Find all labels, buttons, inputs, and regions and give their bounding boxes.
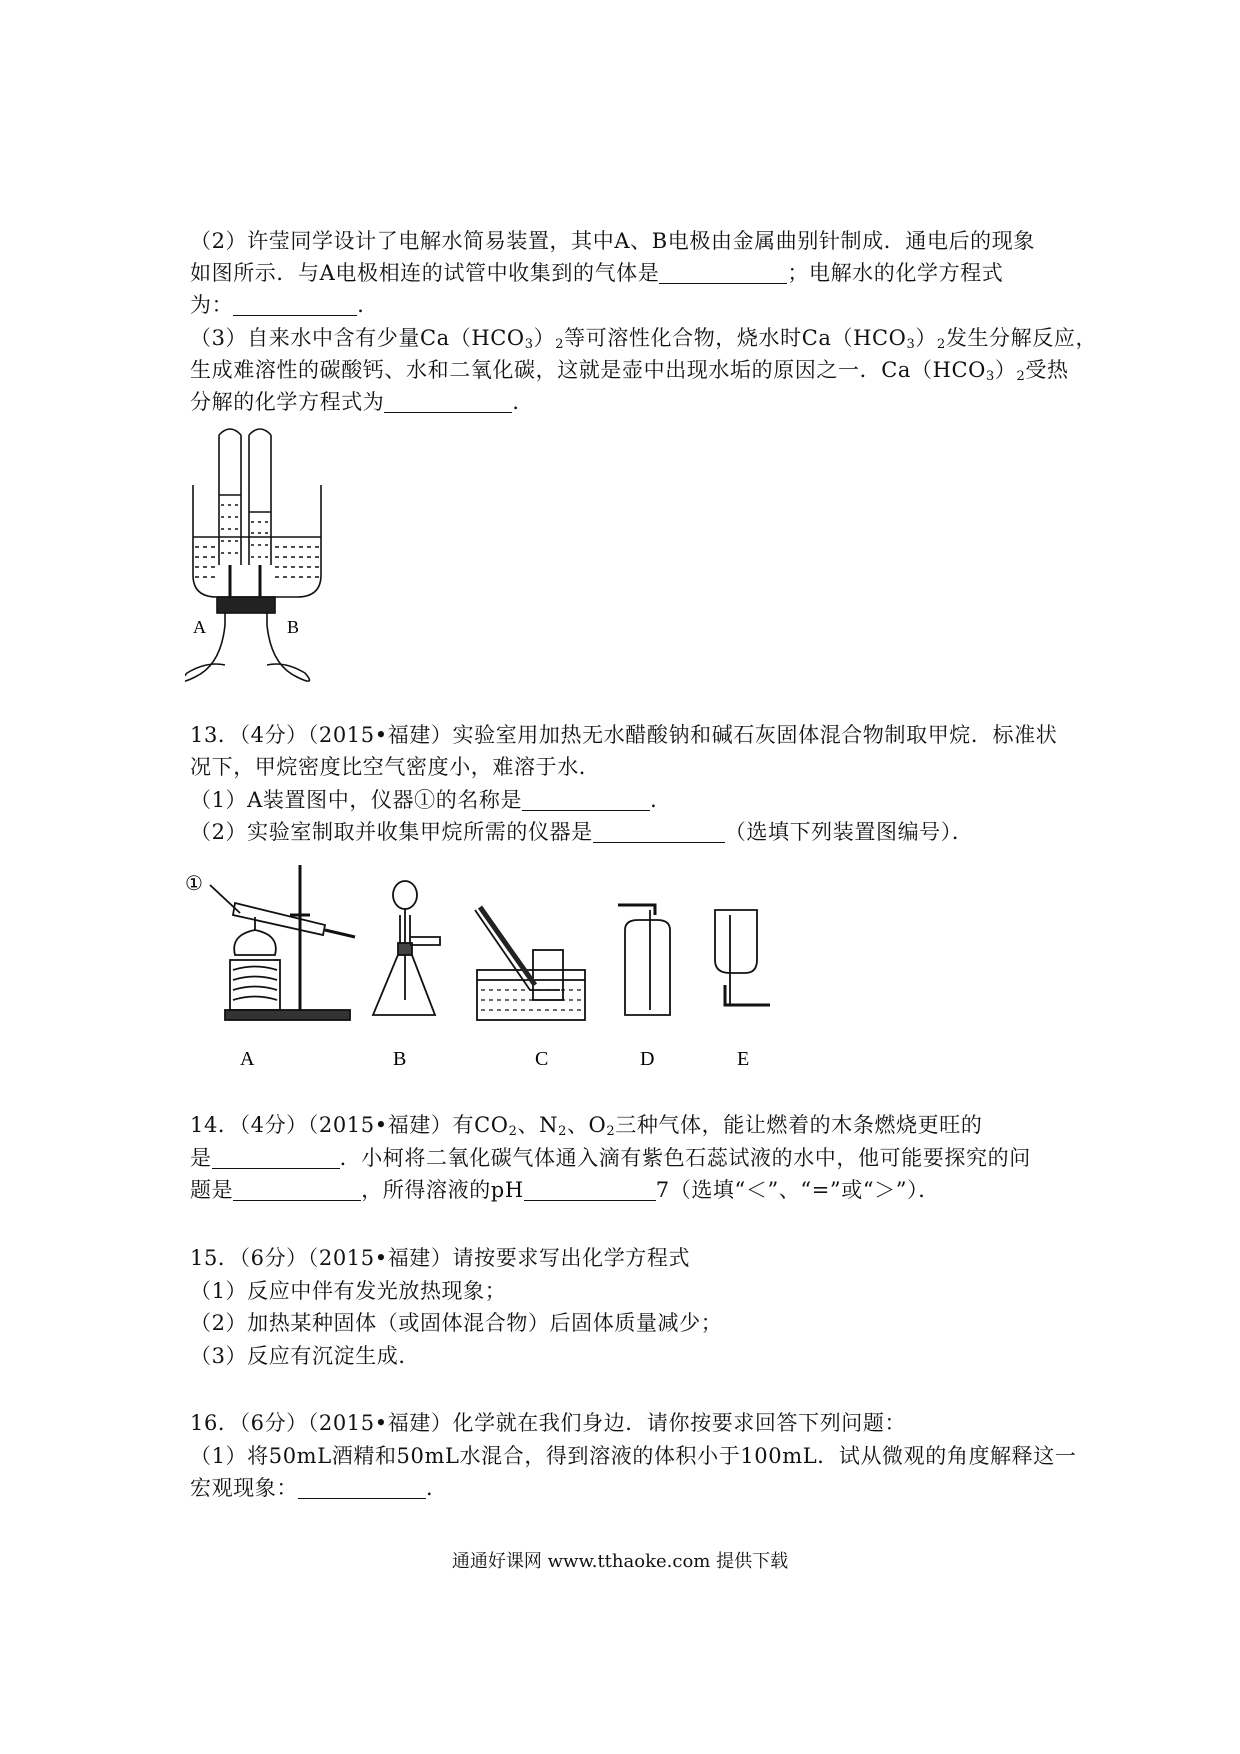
figure-label-e: E: [737, 1048, 750, 1070]
q12-part3-line3: 分解的化学方程式为 ．: [190, 390, 535, 414]
q15-line2: （1）反应中伴有发光放热现象；: [190, 1279, 507, 1303]
q14-line2: 是 ．小柯将二氧化碳气体通入滴有紫色石蕊试液的水中，他可能要探究的问: [190, 1146, 1031, 1170]
answer-blank[interactable]: [522, 788, 650, 811]
q15-line3: （2）加热某种固体（或固体混合物）后固体质量减少；: [190, 1311, 723, 1335]
q12-part2-line3: 为： ．: [190, 293, 379, 317]
q16-line3: 宏观现象： ．: [190, 1476, 448, 1500]
answer-blank[interactable]: [298, 1476, 426, 1499]
electrolysis-apparatus-figure: [185, 425, 335, 685]
answer-blank[interactable]: [212, 1146, 340, 1169]
figure-label-b: B: [393, 1048, 407, 1070]
q15-line1: 15．（6分）（2015•福建）请按要求写出化学方程式: [190, 1246, 691, 1270]
q14-line3: 题是 ，所得溶液的pH 7（选填“＜”、“=”或“＞”）．: [190, 1178, 940, 1202]
answer-blank[interactable]: [659, 261, 787, 284]
q13-line4: （2）实验室制取并收集甲烷所需的仪器是 （选填下列装置图编号）．: [190, 820, 974, 844]
q16-line1: 16．（6分）（2015•福建）化学就在我们身边．请你按要求回答下列问题：: [190, 1411, 907, 1435]
q12-part2-line1: （2）许莹同学设计了电解水简易装置，其中A、B电极由金属曲别针制成．通电后的现象: [190, 229, 1035, 253]
answer-blank[interactable]: [384, 390, 512, 413]
instrument-marker: ①: [185, 873, 203, 895]
gas-apparatus-figure: [185, 855, 865, 1075]
answer-blank[interactable]: [524, 1178, 656, 1201]
electrode-b-label: B: [287, 617, 300, 637]
answer-blank[interactable]: [233, 1178, 361, 1201]
figure-label-c: C: [535, 1048, 549, 1070]
figure-label-a: A: [240, 1048, 255, 1070]
figure-label-d: D: [640, 1048, 655, 1070]
q16-line2: （1）将50mL酒精和50mL水混合，得到溶液的体积小于100mL．试从微观的角度解释这一: [190, 1444, 1077, 1468]
page-footer: 通通好课网 www.tthaoke.com 提供下载: [451, 1551, 789, 1572]
q12-part3-line2: 生成难溶性的碳酸钙、水和二氧化碳，这就是壶中出现水垢的原因之一．$Ca(HCO_3)_2$受热: [190, 358, 1069, 384]
q13-line2: 况下，甲烷密度比空气密度小，难溶于水．: [190, 755, 601, 779]
q13-line3: （1）A装置图中，仪器①的名称是 ．: [190, 788, 672, 812]
q15-line4: （3）反应有沉淀生成．: [190, 1344, 420, 1368]
electrode-a-label: A: [193, 617, 206, 637]
q12-part3-line1: （3）自来水中含有少量$Ca(HCO_3)_2$等可溶性化合物，烧水时$Ca(HCO_3)_2$发生分解反应，: [190, 326, 1098, 352]
q13-line1: 13．（4分）（2015•福建）实验室用加热无水醋酸钠和碱石灰固体混合物制取甲烷．标准状: [190, 723, 1058, 747]
q12-part2-line2: 如图所示．与A电极相连的试管中收集到的气体是 ；电解水的化学方程式: [190, 261, 1004, 285]
q14-line1: 14．（4分）（2015•福建）有$CO_2$、$N_2$、$O_2$三种气体，能让燃着的木条燃烧更旺的: [190, 1113, 983, 1139]
answer-blank[interactable]: [593, 820, 725, 843]
answer-blank[interactable]: [233, 293, 357, 316]
